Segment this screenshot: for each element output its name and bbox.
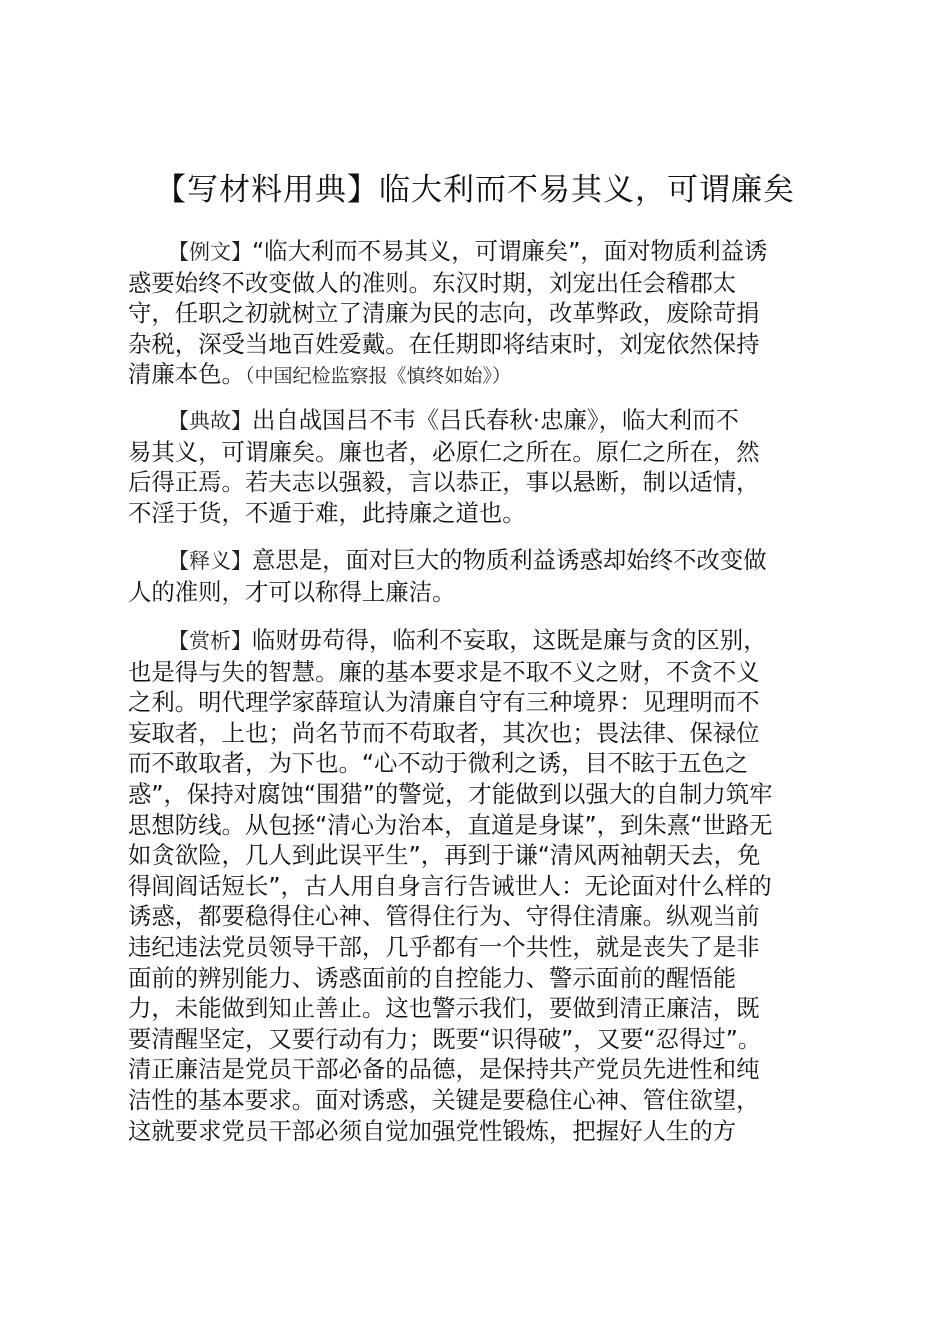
paragraph-line: 清廉本色。（中国纪检监察报《慎终如始》）	[128, 360, 511, 389]
paragraph-line: 清正廉洁是党员干部必备的品德，是保持共产党员先进性和纯	[128, 1055, 760, 1084]
paragraph-line: 如贪欲险，几人到此误平生”，再到于谦“清风两袖朝天去，免	[128, 841, 761, 870]
paragraph-line: 这就要求党员干部必须自觉加强党性锻炼，把握好人生的方	[128, 1116, 737, 1145]
section-tag: 【例文】	[168, 240, 252, 264]
page-title: 【写材料用典】临大利而不易其义，可谓廉矣	[155, 172, 795, 208]
paragraph-line: 之利。明代理学家薛瑄认为清廉自守有三种境界：见理明而不	[128, 688, 760, 717]
paragraph-line: 思想防线。从包拯“清心为治本，直道是身谋”，到朱熹“世路无	[128, 810, 773, 839]
meaning-paragraph	[128, 545, 834, 607]
paragraph-line: 守，任职之初就树立了清廉为民的志向，改革弊政，废除苛捐	[128, 299, 760, 328]
paragraph-line: 诱惑，都要稳得住心神、管得住行为、守得住清廉。纵观当前	[128, 902, 760, 931]
paragraph-line: 【典故】出自战国吕不韦《吕氏春秋·忠廉》，临大利而不	[128, 405, 834, 437]
appreciation-paragraph	[128, 625, 834, 1146]
paragraph-line: 后得正焉。若夫志以强毅，言以恭正，事以悬断，制以适情，	[128, 468, 760, 497]
section-tag: 【典故】	[168, 409, 252, 433]
paragraph-line: 力，未能做到知止善止。这也警示我们，要做到清正廉洁，既	[128, 994, 760, 1023]
paragraph-line: 杂税，深受当地百姓爱戴。在任期即将结束时，刘宠依然保持	[128, 329, 760, 358]
paragraph-line: 洁性的基本要求。面对诱惑，关键是要稳住心神、管住欲望，	[128, 1085, 760, 1114]
paragraph-line: 惑要始终不改变做人的准则。东汉时期，刘宠出任会稽郡太	[128, 268, 737, 297]
paragraph-line: 面前的辨别能力、诱惑面前的自控能力、警示面前的醒悟能	[128, 963, 737, 992]
paragraph-line: 【例文】“临大利而不易其义，可谓廉矣”，面对物质利益诱	[128, 236, 834, 268]
paragraph-line: 【赏析】临财毋苟得，临利不妄取，这既是廉与贪的区别，	[128, 625, 834, 657]
paragraph-line: 不淫于货，不遁于难，此持廉之道也。	[128, 498, 526, 527]
paragraph-line: 妄取者，上也；尚名节而不苟取者，其次也；畏法律、保禄位	[128, 718, 760, 747]
section-tag: 【赏析】	[168, 629, 252, 653]
paragraph-line: 惑”，保持对腐蚀“围猎”的警觉，才能做到以强大的自制力筑牢	[128, 779, 773, 808]
paragraph-line: 而不敢取者，为下也。“心不动于微利之诱，目不眩于五色之	[128, 749, 749, 778]
source-citation: （中国纪检监察报《慎终如始》）	[244, 365, 511, 388]
paragraph-line: 要清醒坚定，又要行动有力；既要“识得破”，又要“忍得过”。	[128, 1024, 762, 1053]
section-tag: 【释义】	[168, 549, 252, 573]
paragraph-line: 【释义】意思是，面对巨大的物质利益诱惑却始终不改变做	[128, 545, 834, 577]
paragraph-line: 人的准则，才可以称得上廉洁。	[128, 577, 456, 606]
paragraph-line: 违纪违法党员领导干部，几乎都有一个共性，就是丧失了是非	[128, 932, 760, 961]
paragraph-line: 也是得与失的智慧。廉的基本要求是不取不义之财，不贪不义	[128, 657, 760, 686]
paragraph-line: 得闾阎话短长”，古人用自身言行告诫世人：无论面对什么样的	[128, 871, 772, 900]
allusion-paragraph	[128, 405, 834, 528]
example-paragraph	[128, 236, 834, 392]
paragraph-line: 易其义，可谓廉矣。廉也者，必原仁之所在。原仁之所在，然	[128, 437, 760, 466]
